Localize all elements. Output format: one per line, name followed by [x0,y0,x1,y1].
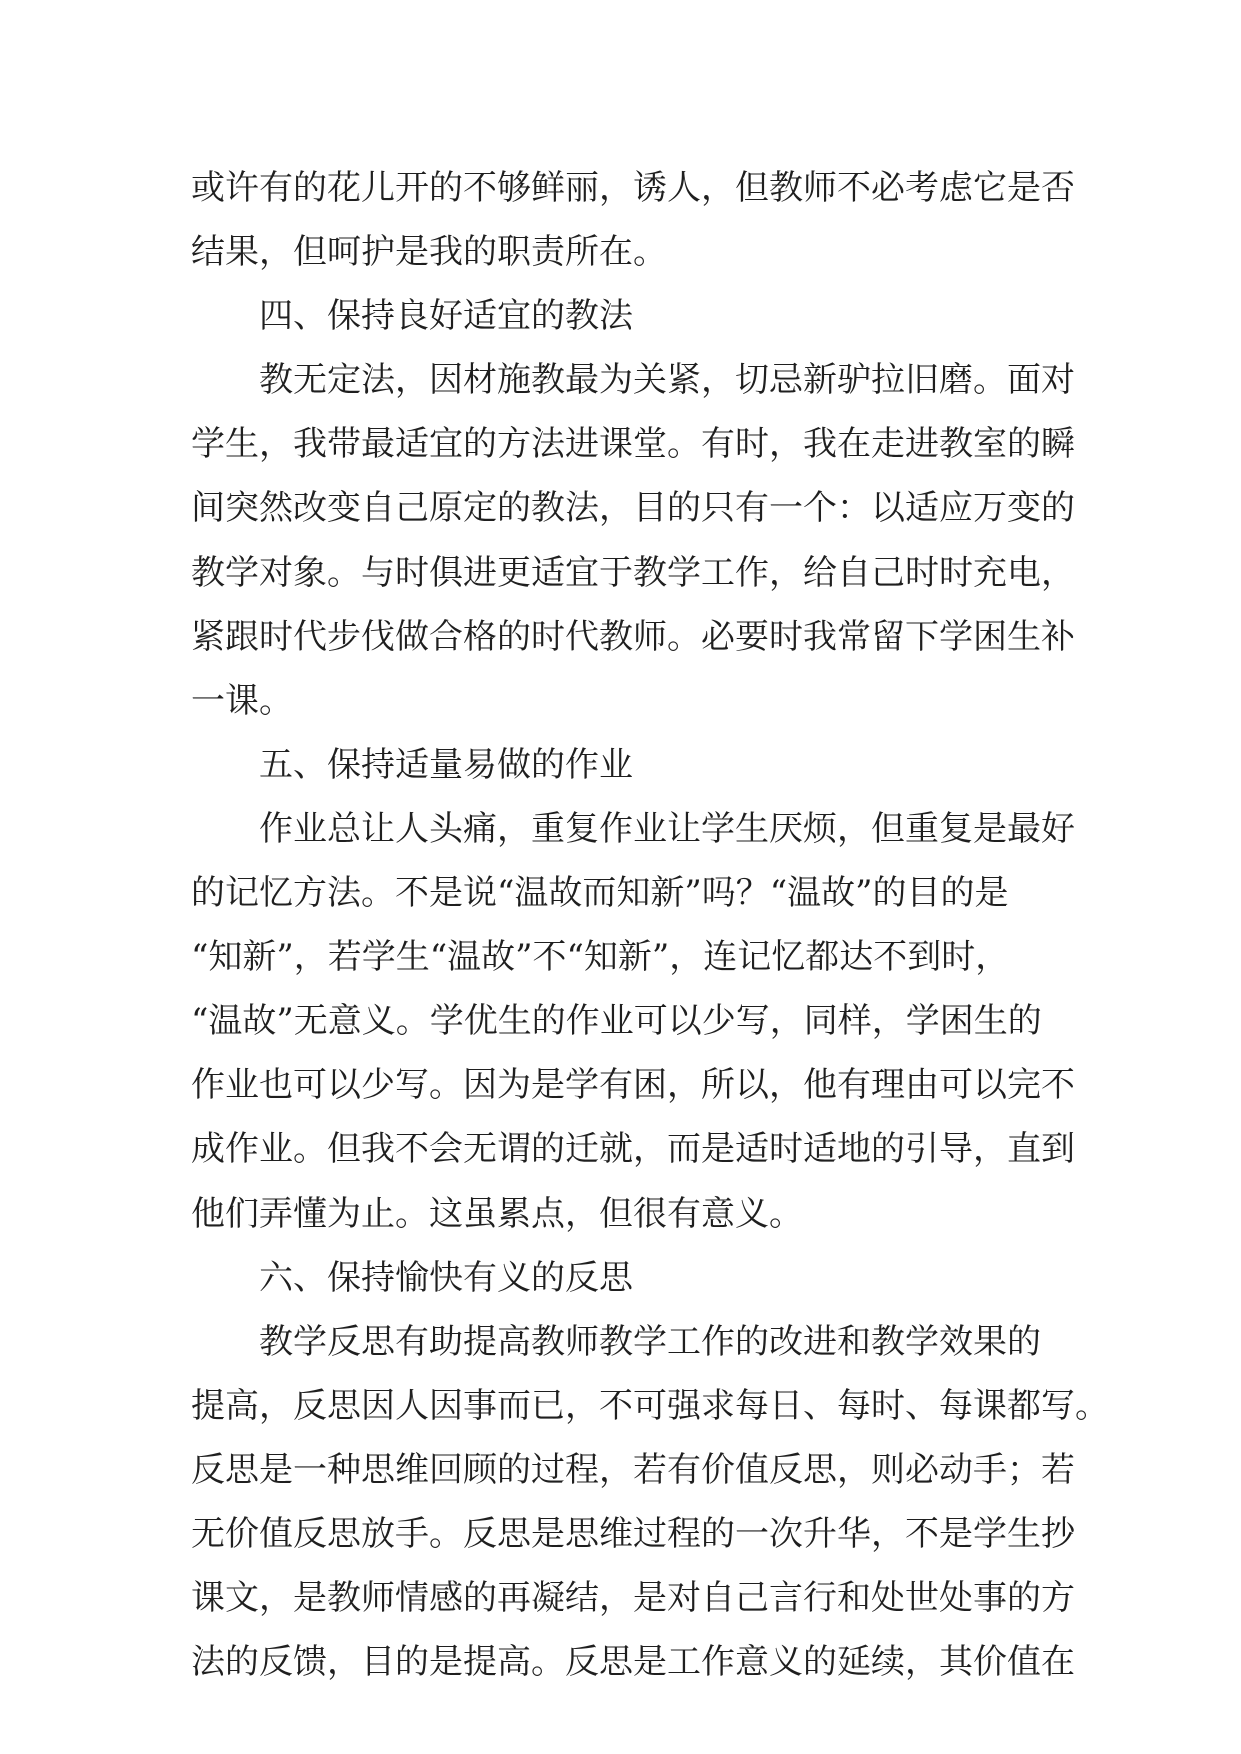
text-line: 教学对象。与时俱进更适宜于教学工作，给自己时时充电， [191,552,1075,593]
text-line: 作业也可以少写。因为是学有困，所以，他有理由可以完不 [191,1065,1075,1106]
text-line: 反思是一种思维回顾的过程，若有价值反思，则必动手；若 [191,1449,1075,1490]
text-line: 的记忆方法。不是说“温故而知新”吗？“温故”的目的是 [191,873,1009,914]
text-line: 他们弄懂为止。这虽累点，但很有意义。 [191,1193,803,1234]
paragraph-start: 教学反思有助提高教师教学工作的改进和教学效果的 [259,1321,1041,1362]
text-line: 课文，是教师情感的再凝结，是对自己言行和处世处事的方 [191,1578,1075,1619]
text-line: 法的反馈，目的是提高。反思是工作意义的延续，其价值在 [191,1642,1075,1683]
text-line: 学生，我带最适宜的方法进课堂。有时，我在走进教室的瞬 [191,424,1075,465]
text-line: 成作业。但我不会无谓的迁就，而是适时适地的引导，直到 [191,1129,1075,1170]
text-line: 一课。 [191,680,293,721]
paragraph-start: 教无定法，因材施教最为关紧，切忌新驴拉旧磨。面对 [259,360,1075,401]
text-line: 无价值反思放手。反思是思维过程的一次升华，不是学生抄 [191,1513,1075,1554]
document-body [191,156,1109,1694]
text-line: 或许有的花儿开的不够鲜丽，诱人，但教师不必考虑它是否 [191,168,1075,208]
text-line: 间突然改变自己原定的教法，目的只有一个：以适应万变的 [191,488,1075,529]
paragraph-start: 作业总让人头痛，重复作业让学生厌烦，但重复是最好 [259,808,1075,849]
text-line: 紧跟时代步伐做合格的时代教师。必要时我常留下学困生补 [191,616,1075,657]
text-line: 结果，但呵护是我的职责所在。 [191,232,667,273]
section-heading: 六、保持愉快有义的反思 [259,1257,633,1298]
section-heading: 五、保持适量易做的作业 [259,744,633,785]
text-line: “温故”无意义。学优生的作业可以少写，同样，学困生的 [191,1001,1042,1042]
text-line: 提高，反思因人因事而已，不可强求每日、每时、每课都写。 [191,1385,1109,1426]
section-heading: 四、保持良好适宜的教法 [259,296,633,337]
text-line: “知新”，若学生“温故”不“知新”，连记忆都达不到时， [191,937,1010,978]
